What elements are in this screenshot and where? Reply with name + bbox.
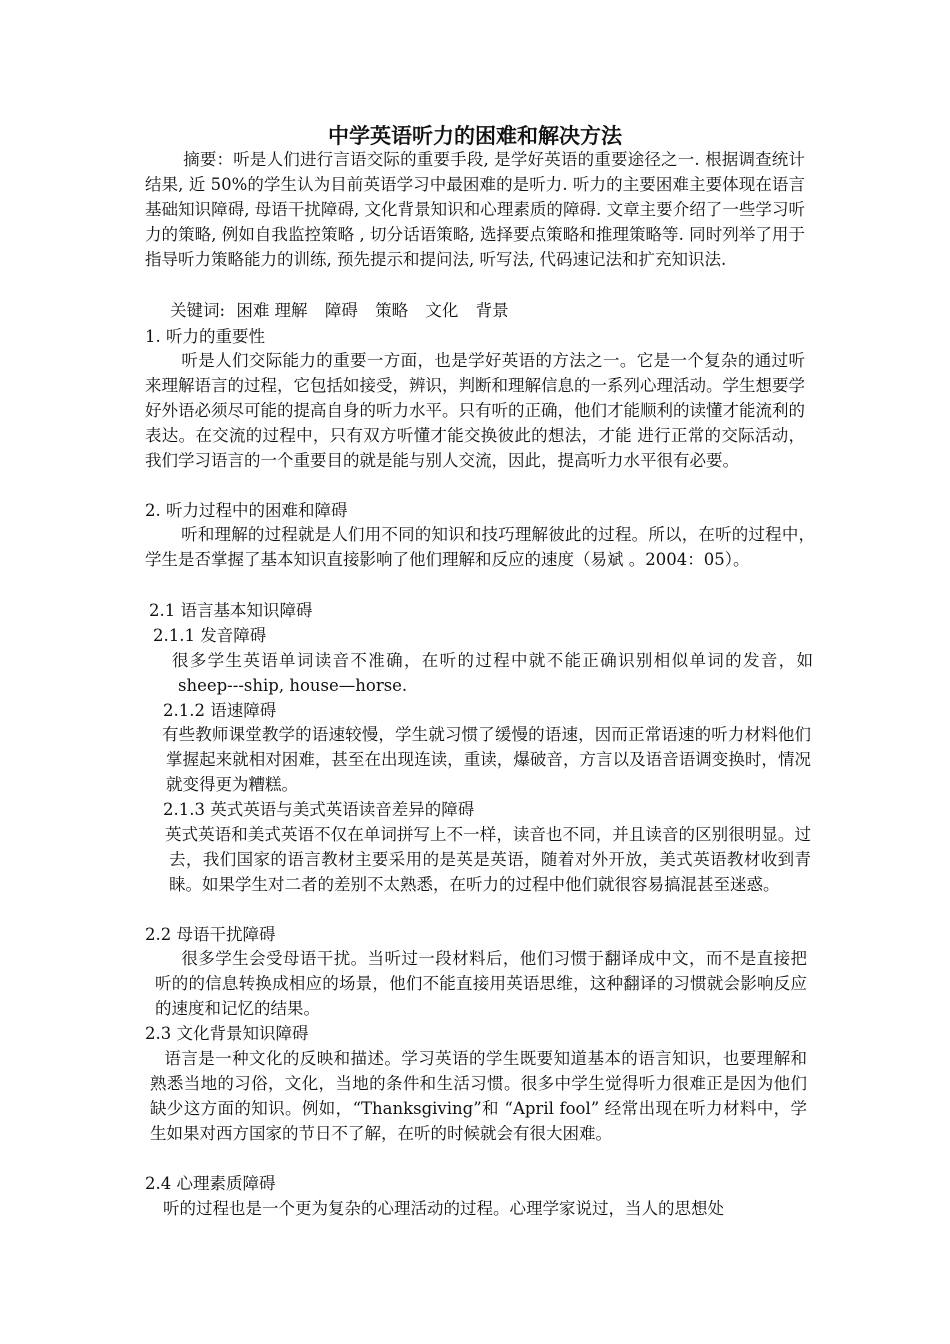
section-2-4-heading: 2.4 心理素质障碍 xyxy=(145,1174,276,1193)
section-2-1-1-heading: 2.1.1 发音障碍 xyxy=(153,626,267,645)
section-2-2-heading: 2.2 母语干扰障碍 xyxy=(145,925,276,944)
keywords-label: 关键词: xyxy=(170,301,226,320)
section-2-heading: 2. 听力过程中的困难和障碍 xyxy=(145,501,348,520)
keyword-item: 策略 xyxy=(375,301,409,320)
section-2-2-text: 很多学生会受母语干扰。当听过一段材料后，他们习惯于翻译成中文，而不是直接把听的的信息转换成相应的场景，他们不能直接用英语思维，这种翻译的习惯就会影响反应的速度和记忆的结果。 xyxy=(155,949,807,1018)
section-2-3-body xyxy=(150,1046,807,1172)
abstract-text: 摘要：听是人们进行言语交际的重要手段, 是学好英语的重要途径之一. 根据调查统计结果, 近 50%的学生认为目前英语学习中最困难的是听力. 听力的主要困难主要体现在语言基础知识障碍, 母语干扰障碍, 文化背景知识和心理素质的障碍. 文章主要介绍了一些学习听力的策略, 例如自我监控策略 , 切分话语策略, 选择要点策略和推理策略等. 同时列举了用于指导听力策略能力的训练, 预先提示和提问法, 听写法, 代码速记法和扩充知识法. xyxy=(145,150,805,269)
keyword-item: 困难 理解 xyxy=(236,301,308,320)
section-2-text: 听和理解的过程就是人们用不同的知识和技巧理解彼此的过程。所以，在听的过程中，学生是否掌握了基本知识直接影响了他们理解和反应的速度（易斌 。2004：05）。 xyxy=(145,525,815,569)
section-1-text: 听是人们交际能力的重要一方面，也是学好英语的方法之一。它是一个复杂的通过听来理解语言的过程，它包括如接受，辨识，判断和理解信息的一系列心理活动。学生想要学好外语必须尽可能的提高自身的听力水平。只有听的正确，他们才能顺利的读懂才能流利的表达。在交流的过程中，只有双方听懂才能交换彼此的想法，才能 进行正常的交际活动，我们学习语言的一个重要目的就是能与别人交流，因此，提高听力水平很有必要。 xyxy=(145,351,805,470)
section-2-1-3-body: 英式英语和美式英语不仅在单词拼写上不一样，读音也不同，并且读音的区别很明显。过去，我们国家的语言教材主要采用的是英是英语，随着对外开放，美式英语教材收到青睐。如果学生对二者的差别不太熟悉，在听力的过程中他们就很容易搞混甚至迷惑。 xyxy=(165,825,811,894)
document-title: 中学英语听力的困难和解决方法 xyxy=(328,123,622,148)
section-2-body xyxy=(145,522,815,598)
section-2-1-2-body: 有些教师课堂教学的语速较慢，学生就习惯了缓慢的语速，因而正常语速的听力材料他们掌握起来就相对困难，甚至在出现连读，重读，爆破音，方言以及语音语调变换时，情况就变得更为糟糕。 xyxy=(162,725,811,794)
section-2-1-2-heading: 2.1.2 语速障碍 xyxy=(163,701,277,720)
keywords-row xyxy=(170,298,521,323)
keyword-item: 文化 xyxy=(425,301,459,320)
section-2-3-text: 语言是一种文化的反映和描述。学习英语的学生既要知道基本的语言知识，也要理解和熟悉当地的习俗，文化，当地的条件和生活习惯。很多中学生觉得听力很难正是因为他们缺少这方面的知识。例如，“Thanksgiving”和 “April fool” 经常出现在听力材料中，学生如果对西方国家的节日不了解，在听的时候就会有很大困难。 xyxy=(150,1049,807,1143)
section-2-4-body xyxy=(145,1196,807,1222)
section-2-1-1-body: 很多学生英语单词读音不准确，在听的过程中就不能正确识别相似单词的发音，如 sheep---ship, house—horse. xyxy=(172,651,813,695)
keyword-item: 障碍 xyxy=(324,301,358,320)
abstract-paragraph xyxy=(145,147,805,297)
section-1-heading: 1. 听力的重要性 xyxy=(145,327,265,346)
section-2-1-3-heading: 2.1.3 英式英语与美式英语读音差异的障碍 xyxy=(163,800,475,819)
section-2-4-text: 听的过程也是一个更为复杂的心理活动的过程。心理学家说过，当人的思想处 xyxy=(163,1199,724,1218)
keyword-item: 背景 xyxy=(475,301,509,320)
section-1-body xyxy=(145,348,805,498)
section-2-3-heading: 2.3 文化背景知识障碍 xyxy=(145,1024,309,1043)
section-2-2-body xyxy=(155,946,807,1022)
section-2-1-heading: 2.1 语言基本知识障碍 xyxy=(149,601,313,620)
